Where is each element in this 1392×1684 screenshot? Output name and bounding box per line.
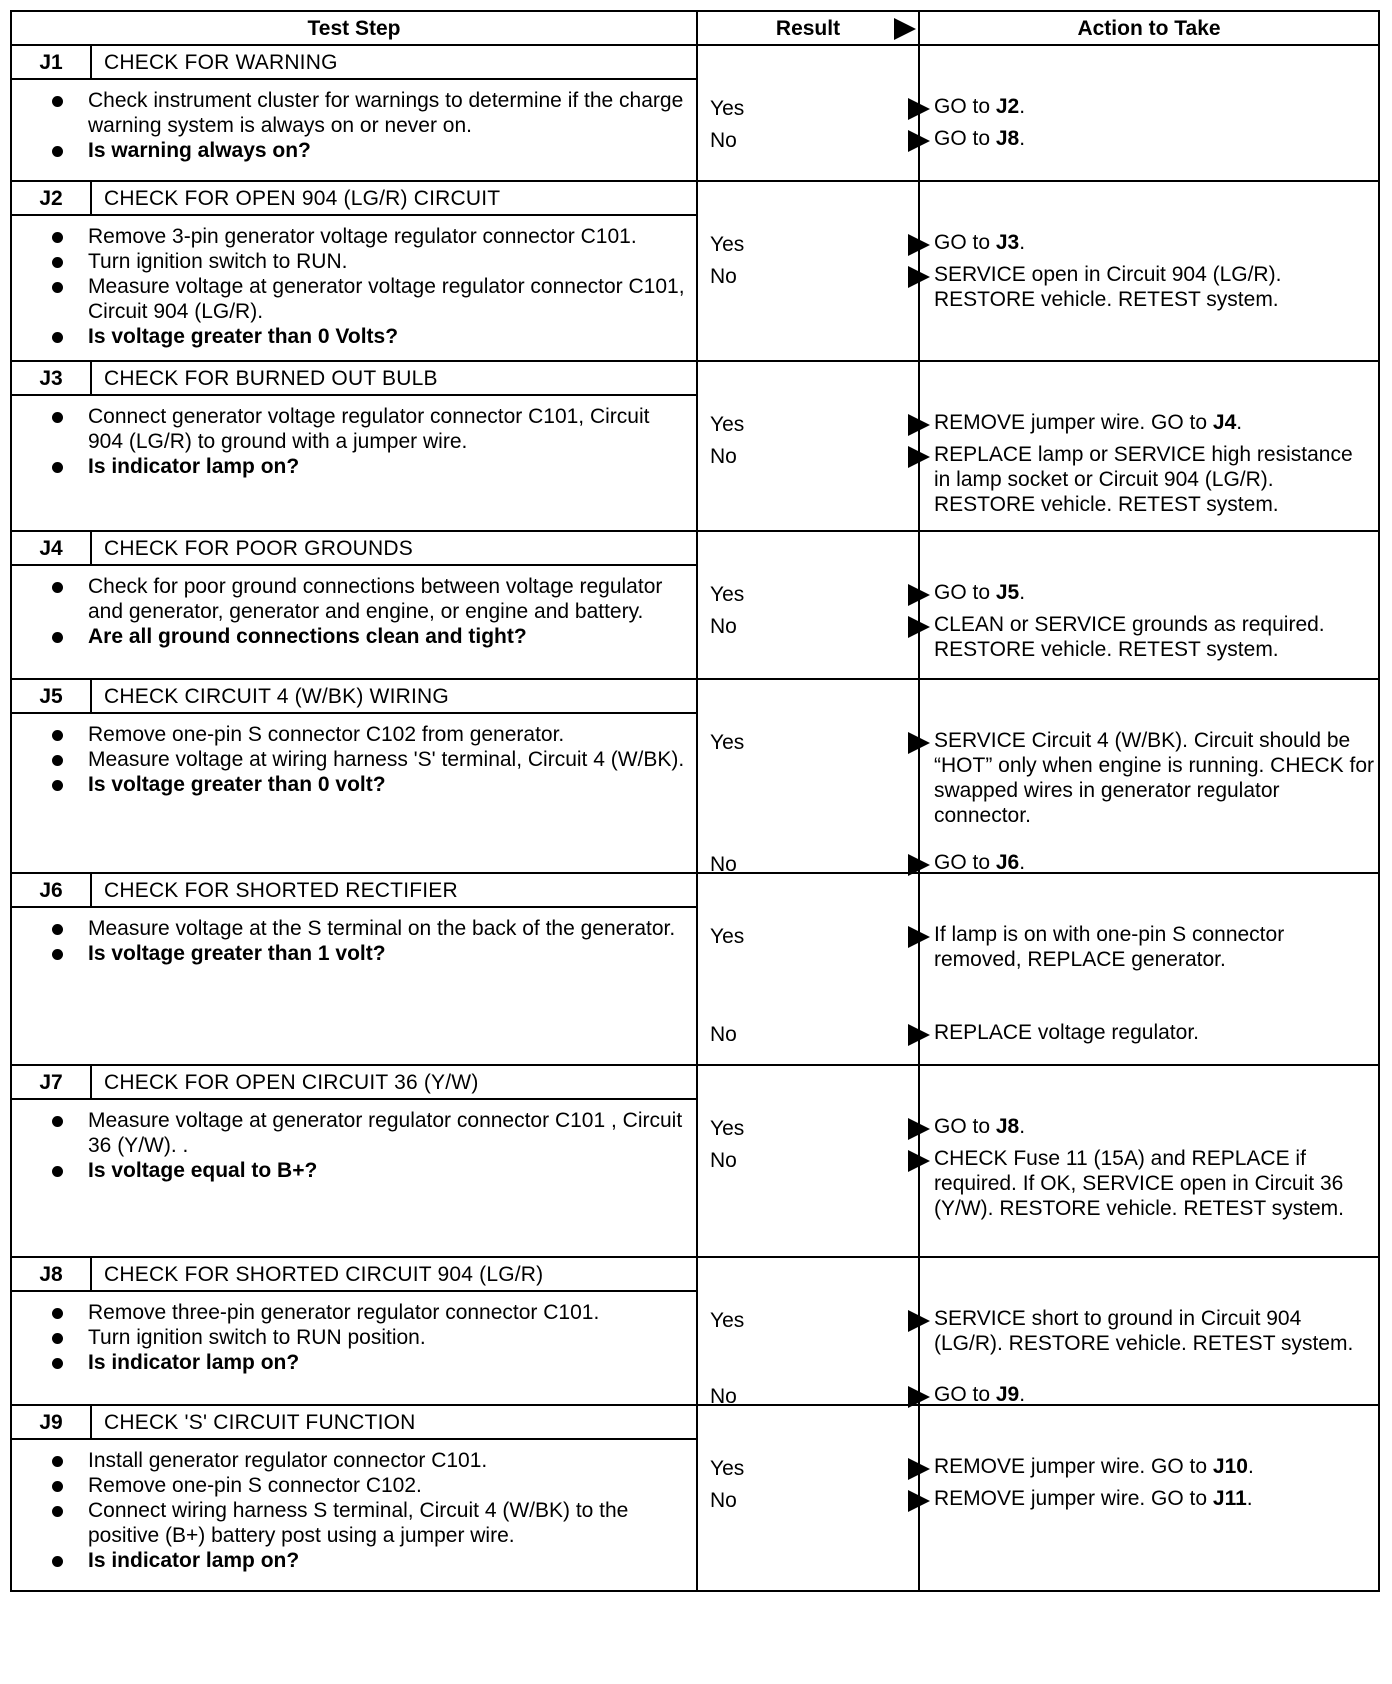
action-main: GO to [934,231,996,254]
instruction-text: Connect generator voltage regulator connector C101, Circuit 904 (LG/R) to ground with a jumper wire. [88,405,650,453]
instruction-item [52,916,686,941]
result-no [710,1022,926,1047]
instruction-item [52,88,686,138]
action-text [934,1146,1374,1221]
test-question [52,1548,686,1573]
instruction-text: Remove one-pin S connector C102 from generator. [88,723,565,746]
action-suffix: . [1019,95,1026,118]
result-label: Yes [710,1457,745,1480]
action-main: GO to [934,581,996,604]
step-instructions [11,79,697,181]
step-instructions [11,713,697,873]
result-label: No [710,1489,737,1512]
action-text [934,126,1374,151]
instruction-item [52,404,686,454]
action-target-step: J8 [995,1115,1020,1138]
bullet-icon [52,1556,63,1567]
bullet-icon [52,257,63,268]
result-yes [710,96,926,121]
action-main: GO to [934,127,996,150]
action-target-step: J9 [995,1383,1020,1406]
action-target-step: J3 [995,231,1020,254]
instruction-text: Turn ignition switch to RUN position. [88,1326,426,1349]
step-instructions [11,1291,697,1405]
result-label: Yes [710,233,745,256]
action-cell [919,1065,1379,1257]
action-suffix: . [1019,581,1026,604]
action-main: SERVICE Circuit 4 (W/BK). Circuit should be “HOT” only when engine is running. CHECK for swapped wires in generator regulator connector. [934,729,1375,827]
bullet-icon [52,1481,63,1492]
step-id: J5 [11,679,91,713]
action-main: SERVICE short to ground in Circuit 904 (LG/R). RESTORE vehicle. RETEST system. [934,1307,1354,1355]
step-id: J8 [11,1257,91,1291]
result-yes [710,1116,926,1141]
instruction-item [52,747,686,772]
test-question [52,138,686,163]
action-text [934,728,1374,828]
step-title-row [11,181,1379,215]
header-result [697,11,919,45]
bullet-list [12,80,696,173]
action-text [934,442,1374,517]
step-title-row [11,1405,1379,1439]
bullet-list [12,566,696,659]
action-cell [919,45,1379,181]
result-label: No [710,265,737,288]
step-instructions [11,395,697,531]
instruction-text: Measure voltage at generator voltage regulator connector C101, Circuit 904 (LG/R). [88,275,685,323]
step-id: J6 [11,873,91,907]
action-suffix: . [1247,1455,1254,1478]
step-title: CHECK FOR BURNED OUT BULB [91,361,697,395]
action-text [934,410,1374,435]
steps-body [11,45,1379,1591]
step-id: J3 [11,361,91,395]
action-target-step: J5 [995,581,1020,604]
action-main: REPLACE lamp or SERVICE high resistance in lamp socket or Circuit 904 (LG/R). RESTORE vehicle. RETEST system. [934,443,1353,516]
action-main: REMOVE jumper wire. GO to [934,411,1213,434]
action-text [934,1486,1374,1511]
step-title: CHECK 'S' CIRCUIT FUNCTION [91,1405,697,1439]
step-title: CHECK FOR SHORTED CIRCUIT 904 (LG/R) [91,1257,697,1291]
bullet-icon [52,755,63,766]
action-suffix: . [1019,1383,1026,1406]
action-main: SERVICE open in Circuit 904 (LG/R). RESTORE vehicle. RETEST system. [934,263,1282,311]
result-yes [710,412,926,437]
instruction-text: Are all ground connections clean and tight? [88,625,527,648]
instruction-text: Is warning always on? [88,139,311,162]
instruction-text: Is indicator lamp on? [88,1549,300,1572]
result-label: No [710,445,737,468]
bullet-list [12,1440,696,1583]
header-test-step: Test Step [11,11,697,45]
instruction-text: Is indicator lamp on? [88,455,300,478]
test-question [52,1350,686,1375]
action-target-step: J10 [1212,1455,1248,1478]
test-question [52,772,686,797]
instruction-item [52,1498,686,1548]
bullet-icon [52,332,63,343]
result-yes [710,924,926,949]
bullet-icon [52,1333,63,1344]
instruction-item [52,1473,686,1498]
action-cell [919,1257,1379,1405]
result-no [710,444,926,469]
result-yes [710,232,926,257]
header-action: Action to Take [919,11,1379,45]
instruction-item [52,1325,686,1350]
instruction-item [52,722,686,747]
action-suffix: . [1019,851,1026,874]
header-result-label: Result [775,16,841,40]
test-question [52,941,686,966]
step-id: J4 [11,531,91,565]
result-label: No [710,853,737,876]
action-target-step: J2 [995,95,1020,118]
result-label: No [710,615,737,638]
bullet-list [12,1292,696,1385]
instruction-text: Is voltage greater than 0 volt? [88,773,386,796]
step-title-row [11,361,1379,395]
result-label: No [710,1149,737,1172]
result-label: Yes [710,925,745,948]
action-text [934,1020,1374,1045]
action-suffix: . [1019,1115,1026,1138]
result-no [710,264,926,289]
bullet-icon [52,1166,63,1177]
instruction-text: Install generator regulator connector C101. [88,1449,488,1472]
action-main: REPLACE voltage regulator. [934,1021,1199,1044]
step-instructions [11,1099,697,1257]
bullet-icon [52,949,63,960]
result-yes [710,730,926,755]
action-text [934,1114,1374,1139]
result-yes [710,1456,926,1481]
step-title: CHECK FOR OPEN CIRCUIT 36 (Y/W) [91,1065,697,1099]
bullet-icon [52,632,63,643]
step-id: J7 [11,1065,91,1099]
step-title-row [11,531,1379,565]
step-instructions [11,215,697,361]
instruction-text: Check instrument cluster for warnings to determine if the charge warning system is always on or never on. [88,89,684,137]
bullet-icon [52,412,63,423]
action-text [934,580,1374,605]
action-main: CLEAN or SERVICE grounds as required. RESTORE vehicle. RETEST system. [934,613,1325,661]
action-main: GO to [934,95,996,118]
action-text [934,922,1374,972]
action-main: REMOVE jumper wire. GO to [934,1487,1213,1510]
bullet-icon [52,462,63,473]
bullet-icon [52,1506,63,1517]
step-instructions [11,1439,697,1591]
step-title: CHECK FOR WARNING [91,45,697,79]
instruction-item [52,249,686,274]
action-cell [919,1405,1379,1591]
bullet-icon [52,1308,63,1319]
step-title: CHECK FOR SHORTED RECTIFIER [91,873,697,907]
action-target-step: J6 [995,851,1020,874]
header-row [11,11,1379,45]
result-cell [697,361,919,531]
result-cell [697,1065,919,1257]
instruction-text: Measure voltage at generator regulator connector C101 , Circuit 36 (Y/W). . [88,1109,683,1157]
result-yes [710,1308,926,1333]
result-label: Yes [710,583,745,606]
bullet-icon [52,780,63,791]
result-cell [697,181,919,361]
result-cell [697,531,919,679]
instruction-item [52,1300,686,1325]
action-main: If lamp is on with one-pin S connector removed, REPLACE generator. [934,923,1285,971]
result-cell [697,873,919,1065]
action-text [934,612,1374,662]
action-text [934,262,1374,312]
bullet-list [12,714,696,807]
action-target-step: J11 [1212,1487,1247,1510]
action-cell [919,531,1379,679]
action-cell [919,873,1379,1065]
bullet-icon [52,1456,63,1467]
step-title: CHECK FOR POOR GROUNDS [91,531,697,565]
result-label: Yes [710,97,745,120]
instruction-text: Check for poor ground connections between voltage regulator and generator, generator and engine, or engine and battery. [88,575,663,623]
action-cell [919,361,1379,531]
instruction-text: Measure voltage at wiring harness 'S' terminal, Circuit 4 (W/BK). [88,748,685,771]
instruction-item [52,574,686,624]
action-text [934,94,1374,119]
step-title-row [11,679,1379,713]
result-no [710,614,926,639]
result-label: No [710,1023,737,1046]
step-instructions [11,907,697,1065]
step-title: CHECK CIRCUIT 4 (W/BK) WIRING [91,679,697,713]
step-id: J9 [11,1405,91,1439]
instruction-text: Remove 3-pin generator voltage regulator connector C101. [88,225,637,248]
result-cell [697,1405,919,1591]
bullet-list [12,396,696,489]
step-title-row [11,1065,1379,1099]
instruction-text: Measure voltage at the S terminal on the back of the generator. [88,917,676,940]
result-label: No [710,129,737,152]
result-cell [697,1257,919,1408]
action-text [934,230,1374,255]
pinpoint-test-table [10,10,1380,1592]
action-main: GO to [934,1115,996,1138]
step-title-row [11,873,1379,907]
bullet-icon [52,232,63,243]
step-title: CHECK FOR OPEN 904 (LG/R) CIRCUIT [91,181,697,215]
step-instructions [11,565,697,679]
result-label: No [710,1385,737,1408]
bullet-icon [52,730,63,741]
action-target-step: J4 [1212,411,1237,434]
step-id: J2 [11,181,91,215]
test-question [52,1158,686,1183]
result-label: Yes [710,731,745,754]
result-label: Yes [710,413,745,436]
result-label: Yes [710,1117,745,1140]
instruction-text: Turn ignition switch to RUN. [88,250,348,273]
bullet-icon [52,146,63,157]
instruction-item [52,274,686,324]
result-yes [710,582,926,607]
action-suffix: . [1246,1487,1253,1510]
instruction-text: Connect wiring harness S terminal, Circuit 4 (W/BK) to the positive (B+) battery post using a jumper wire. [88,1499,629,1547]
result-cell [697,679,919,876]
action-target-step: J8 [995,127,1020,150]
action-suffix: . [1019,127,1026,150]
test-question [52,324,686,349]
action-text [934,1306,1374,1356]
test-question [52,454,686,479]
instruction-text: Remove three-pin generator regulator connector C101. [88,1301,600,1324]
instruction-item [52,224,686,249]
action-suffix: . [1019,231,1026,254]
action-main: GO to [934,851,996,874]
action-main: REMOVE jumper wire. GO to [934,1455,1213,1478]
step-title-row [11,45,1379,79]
step-title-row [11,1257,1379,1291]
action-main: GO to [934,1383,996,1406]
instruction-text: Remove one-pin S connector C102. [88,1474,422,1497]
result-no [710,1488,926,1513]
instruction-item [52,1448,686,1473]
bullet-icon [52,1116,63,1127]
instruction-item [52,1108,686,1158]
instruction-text: Is indicator lamp on? [88,1351,300,1374]
bullet-icon [52,1358,63,1369]
bullet-list [12,216,696,359]
test-question [52,624,686,649]
action-suffix: . [1236,411,1243,434]
bullet-list [12,908,696,976]
bullet-icon [52,96,63,107]
instruction-text: Is voltage greater than 1 volt? [88,942,386,965]
result-cell [697,45,919,181]
bullet-icon [52,282,63,293]
action-text [934,850,1374,875]
action-cell [919,679,1379,873]
action-text [934,1454,1374,1479]
step-id: J1 [11,45,91,79]
bullet-icon [52,924,63,935]
action-cell [919,181,1379,361]
arrow-icon [894,18,916,40]
action-main: CHECK Fuse 11 (15A) and REPLACE if required. If OK, SERVICE open in Circuit 36 (Y/W). RESTORE vehicle. RETEST system. [934,1147,1344,1220]
result-no [710,1148,926,1173]
bullet-list [12,1100,696,1193]
action-text [934,1382,1374,1407]
result-label: Yes [710,1309,745,1332]
instruction-text: Is voltage greater than 0 Volts? [88,325,399,348]
result-no [710,128,926,153]
instruction-text: Is voltage equal to B+? [88,1159,318,1182]
bullet-icon [52,582,63,593]
